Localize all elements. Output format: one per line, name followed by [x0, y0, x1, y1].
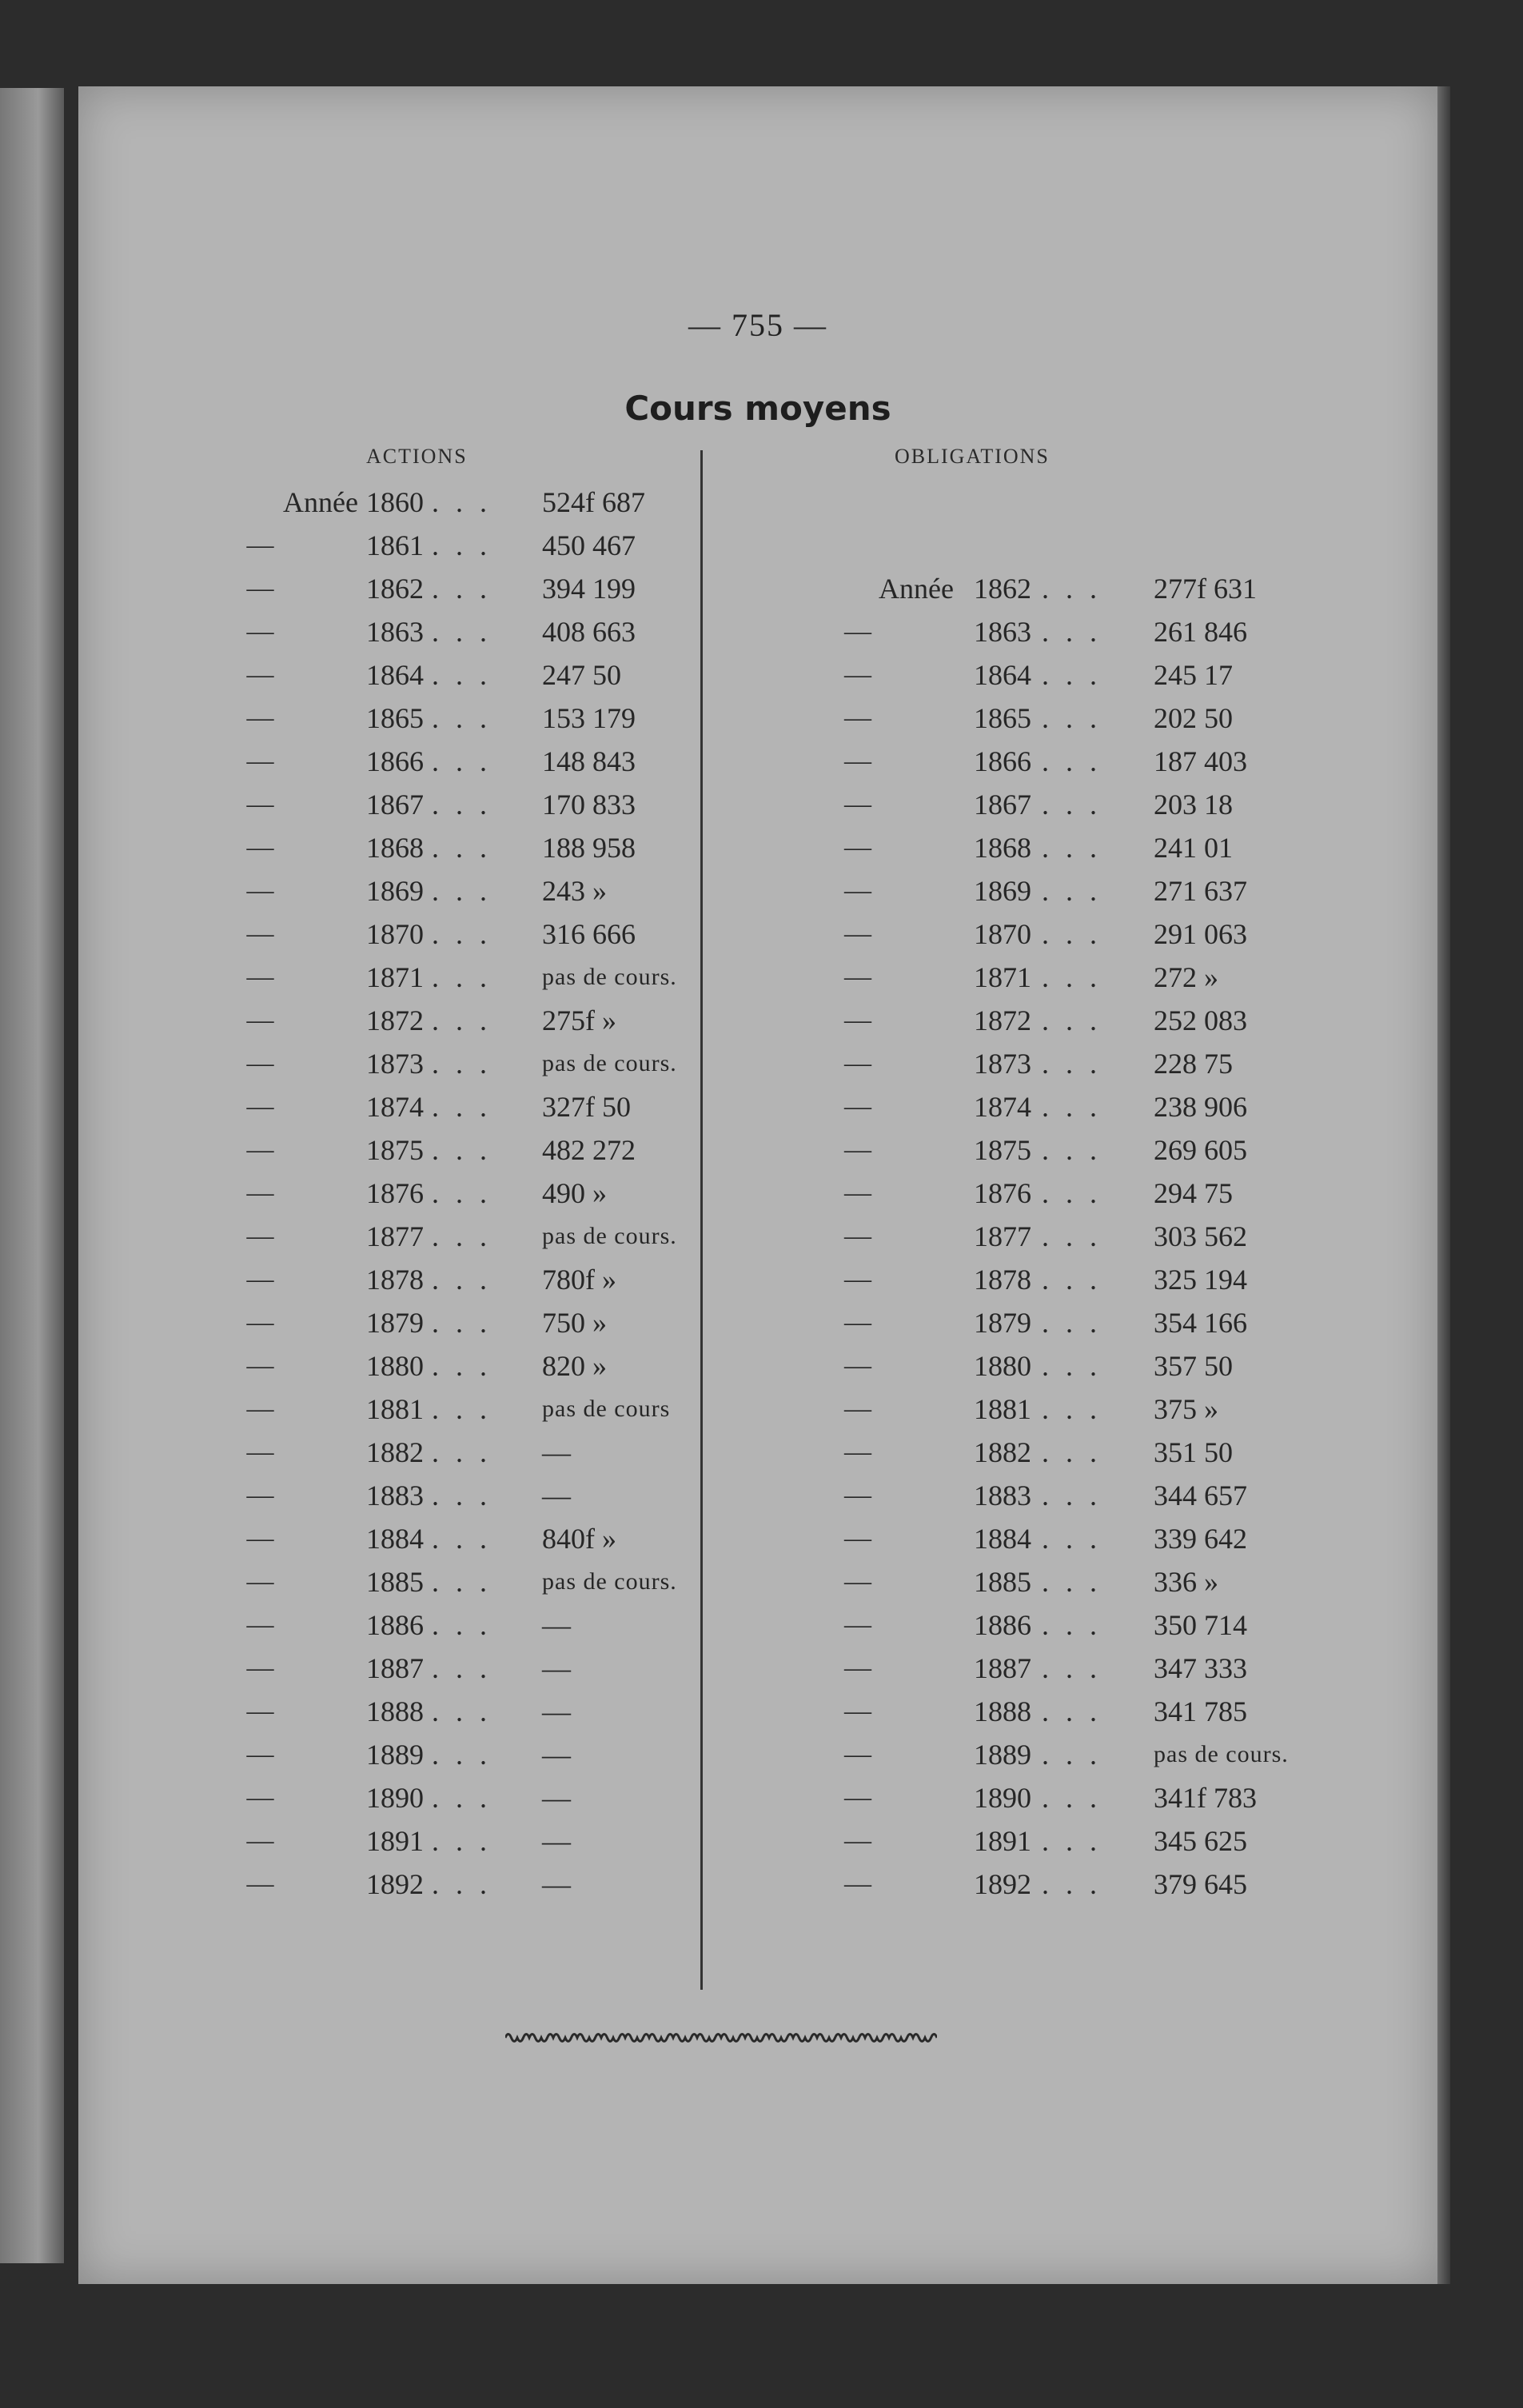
row-year: 1891	[974, 1825, 1031, 1857]
row-value: 277f 631	[1154, 573, 1257, 605]
row-value: pas de cours.	[542, 1568, 677, 1595]
row-value: 238 906	[1154, 1091, 1247, 1123]
row-year: 1871	[366, 961, 424, 993]
row-leader-dots: . . .	[1042, 1393, 1102, 1425]
row-year: 1872	[974, 1004, 1031, 1036]
row-value: 780f »	[542, 1264, 616, 1296]
row-year: 1886	[366, 1609, 424, 1641]
row-year: 1890	[974, 1782, 1031, 1814]
row-year: 1882	[366, 1436, 424, 1468]
row-prefix: —	[844, 1048, 871, 1078]
row-year: 1865	[974, 702, 1031, 734]
row-leader-dots: . . .	[1042, 1134, 1102, 1166]
row-leader-dots: . . .	[1042, 789, 1102, 821]
row-value: 347 333	[1154, 1652, 1247, 1684]
row-value: 339 642	[1154, 1523, 1247, 1555]
row-year: 1860	[366, 486, 424, 518]
row-value: 188 958	[542, 832, 636, 864]
row-value: —	[542, 1825, 571, 1857]
row-prefix: —	[844, 1610, 871, 1639]
row-prefix: —	[246, 1826, 274, 1855]
row-prefix: —	[844, 660, 871, 689]
row-leader-dots: . . .	[432, 1480, 492, 1511]
row-prefix: —	[246, 1048, 274, 1078]
adjacent-page-edge	[0, 88, 64, 2263]
row-year: 1871	[974, 961, 1031, 993]
row-year: 1869	[974, 875, 1031, 907]
row-prefix: —	[246, 833, 274, 862]
row-value: 450 467	[542, 529, 636, 561]
row-prefix: —	[844, 1135, 871, 1164]
row-prefix: —	[246, 703, 274, 733]
row-value: —	[542, 1695, 571, 1727]
row-prefix: —	[246, 1394, 274, 1424]
row-year: 1872	[366, 1004, 424, 1036]
row-value: 345 625	[1154, 1825, 1247, 1857]
row-leader-dots: . . .	[1042, 1307, 1102, 1339]
row-leader-dots: . . .	[1042, 961, 1102, 993]
row-value: 327f 50	[542, 1091, 631, 1123]
row-prefix: —	[246, 1610, 274, 1639]
row-year: 1862	[366, 573, 424, 605]
row-prefix: —	[246, 1696, 274, 1726]
row-value: —	[542, 1868, 571, 1900]
row-prefix: —	[844, 1653, 871, 1683]
row-prefix: —	[246, 1178, 274, 1208]
row-year: 1869	[366, 875, 424, 907]
page-number: — 755 —	[688, 307, 827, 343]
row-prefix: —	[844, 1351, 871, 1380]
row-value: 187 403	[1154, 745, 1247, 777]
row-prefix: —	[844, 1567, 871, 1596]
row-leader-dots: . . .	[1042, 1868, 1102, 1900]
row-leader-dots: . . .	[432, 918, 492, 950]
row-leader-dots: . . .	[1042, 1350, 1102, 1382]
row-value: 490 »	[542, 1177, 607, 1209]
row-leader-dots: . . .	[432, 961, 492, 993]
row-value: 354 166	[1154, 1307, 1247, 1339]
obligations-column-header: OBLIGATIONS	[895, 445, 1050, 468]
row-value: 243 »	[542, 875, 607, 907]
row-prefix: —	[246, 1739, 274, 1769]
row-year: 1878	[974, 1264, 1031, 1296]
row-leader-dots: . . .	[432, 1695, 492, 1727]
row-prefix: —	[246, 1480, 274, 1510]
row-prefix: —	[246, 919, 274, 948]
row-value: —	[542, 1609, 571, 1641]
row-leader-dots: . . .	[1042, 832, 1102, 864]
row-value: pas de cours.	[542, 1050, 677, 1076]
row-value: pas de cours.	[542, 1223, 677, 1249]
row-value: 269 605	[1154, 1134, 1247, 1166]
row-year: 1887	[974, 1652, 1031, 1684]
row-leader-dots: . . .	[432, 745, 492, 777]
row-value: 153 179	[542, 702, 636, 734]
row-year: 1874	[366, 1091, 424, 1123]
actions-column-header: ACTIONS	[366, 445, 468, 468]
row-prefix: —	[844, 919, 871, 948]
row-leader-dots: . . .	[432, 1393, 492, 1425]
row-leader-dots: . . .	[1042, 1825, 1102, 1857]
page-edge-shadow	[1437, 86, 1450, 2284]
row-value: 357 50	[1154, 1350, 1233, 1382]
row-prefix: —	[844, 1092, 871, 1121]
row-value: 344 657	[1154, 1480, 1247, 1511]
row-year: 1887	[366, 1652, 424, 1684]
row-leader-dots: . . .	[432, 1523, 492, 1555]
row-year: 1861	[366, 529, 424, 561]
row-year: 1888	[974, 1695, 1031, 1727]
row-leader-dots: . . .	[432, 616, 492, 648]
book-page	[78, 86, 1437, 2284]
row-year: 1883	[366, 1480, 424, 1511]
row-year: 1892	[974, 1868, 1031, 1900]
row-value: 291 063	[1154, 918, 1247, 950]
row-prefix: —	[246, 1092, 274, 1121]
row-leader-dots: . . .	[432, 1264, 492, 1296]
row-prefix: —	[844, 1005, 871, 1035]
row-prefix: —	[844, 1264, 871, 1294]
column-divider	[700, 450, 703, 1990]
row-value: 336 »	[1154, 1566, 1218, 1598]
row-leader-dots: . . .	[1042, 702, 1102, 734]
row-year: 1888	[366, 1695, 424, 1727]
row-value: 341f 783	[1154, 1782, 1257, 1814]
row-prefix: —	[844, 962, 871, 992]
row-value: 524f 687	[542, 486, 645, 518]
row-prefix: —	[246, 573, 274, 603]
row-value: —	[542, 1436, 571, 1468]
row-value: 840f »	[542, 1523, 616, 1555]
row-prefix: —	[246, 1351, 274, 1380]
row-year: 1885	[366, 1566, 424, 1598]
row-prefix: —	[844, 1869, 871, 1899]
row-value: 482 272	[542, 1134, 636, 1166]
row-prefix: —	[246, 876, 274, 905]
row-prefix: —	[246, 1437, 274, 1467]
row-prefix: —	[844, 617, 871, 646]
row-leader-dots: . . .	[1042, 659, 1102, 691]
row-prefix: —	[844, 1783, 871, 1812]
row-leader-dots: . . .	[432, 1609, 492, 1641]
row-year: 1882	[974, 1436, 1031, 1468]
row-value: pas de cours	[542, 1396, 671, 1422]
row-leader-dots: . . .	[432, 1868, 492, 1900]
row-year: 1870	[366, 918, 424, 950]
row-leader-dots: . . .	[1042, 1436, 1102, 1468]
row-value: 303 562	[1154, 1220, 1247, 1252]
row-leader-dots: . . .	[432, 1177, 492, 1209]
row-year: 1880	[366, 1350, 424, 1382]
row-year: 1873	[974, 1048, 1031, 1080]
row-leader-dots: . . .	[1042, 918, 1102, 950]
row-value: 271 637	[1154, 875, 1247, 907]
row-value: 247 50	[542, 659, 621, 691]
row-leader-dots: . . .	[432, 1825, 492, 1857]
row-year: 1866	[366, 745, 424, 777]
row-leader-dots: . . .	[1042, 1220, 1102, 1252]
row-leader-dots: . . .	[1042, 1048, 1102, 1080]
row-leader-dots: . . .	[1042, 1782, 1102, 1814]
row-year: 1884	[974, 1523, 1031, 1555]
row-year: 1863	[974, 616, 1031, 648]
row-leader-dots: . . .	[1042, 1004, 1102, 1036]
row-leader-dots: . . .	[1042, 1609, 1102, 1641]
row-leader-dots: . . .	[432, 1048, 492, 1080]
row-value: 341 785	[1154, 1695, 1247, 1727]
row-prefix: Année	[879, 573, 954, 605]
row-prefix: —	[844, 1739, 871, 1769]
row-value: 350 714	[1154, 1609, 1247, 1641]
page-title: Cours moyens	[624, 389, 891, 428]
row-year: 1891	[366, 1825, 424, 1857]
row-prefix: —	[844, 746, 871, 776]
row-prefix: —	[246, 660, 274, 689]
row-value: 170 833	[542, 789, 636, 821]
row-value: pas de cours.	[542, 964, 677, 990]
row-value: 394 199	[542, 573, 636, 605]
row-year: 1883	[974, 1480, 1031, 1511]
row-leader-dots: . . .	[1042, 1480, 1102, 1511]
row-value: —	[542, 1652, 571, 1684]
row-year: 1864	[974, 659, 1031, 691]
row-prefix: —	[246, 1264, 274, 1294]
row-prefix: —	[246, 530, 274, 560]
row-prefix: —	[246, 617, 274, 646]
row-prefix: —	[246, 1005, 274, 1035]
row-leader-dots: . . .	[432, 1307, 492, 1339]
row-value: 316 666	[542, 918, 636, 950]
row-year: 1874	[974, 1091, 1031, 1123]
row-value: 202 50	[1154, 702, 1233, 734]
row-prefix: —	[844, 1826, 871, 1855]
row-year: 1868	[974, 832, 1031, 864]
row-leader-dots: . . .	[432, 1091, 492, 1123]
row-leader-dots: . . .	[1042, 1695, 1102, 1727]
row-leader-dots: . . .	[432, 659, 492, 691]
row-year: 1881	[974, 1393, 1031, 1425]
row-year: 1879	[366, 1307, 424, 1339]
row-year: 1864	[366, 659, 424, 691]
row-year: 1879	[974, 1307, 1031, 1339]
row-year: 1866	[974, 745, 1031, 777]
row-value: 275f »	[542, 1004, 616, 1036]
row-leader-dots: . . .	[432, 1782, 492, 1814]
row-prefix: —	[246, 1523, 274, 1553]
row-value: 294 75	[1154, 1177, 1233, 1209]
row-year: 1865	[366, 702, 424, 734]
row-value: pas de cours.	[1154, 1741, 1289, 1767]
row-value: —	[542, 1739, 571, 1771]
row-leader-dots: . . .	[1042, 1177, 1102, 1209]
row-leader-dots: . . .	[432, 1350, 492, 1382]
row-value: 325 194	[1154, 1264, 1247, 1296]
row-prefix: Année	[283, 486, 358, 518]
row-leader-dots: . . .	[1042, 1566, 1102, 1598]
row-prefix: —	[246, 1567, 274, 1596]
row-leader-dots: . . .	[432, 1220, 492, 1252]
row-prefix: —	[246, 1135, 274, 1164]
row-prefix: —	[844, 789, 871, 819]
row-prefix: —	[246, 789, 274, 819]
row-value: 148 843	[542, 745, 636, 777]
row-year: 1890	[366, 1782, 424, 1814]
row-year: 1873	[366, 1048, 424, 1080]
row-leader-dots: . . .	[432, 1566, 492, 1598]
row-prefix: —	[844, 1523, 871, 1553]
row-year: 1889	[974, 1739, 1031, 1771]
row-year: 1870	[974, 918, 1031, 950]
row-value: 252 083	[1154, 1004, 1247, 1036]
row-value: 245 17	[1154, 659, 1233, 691]
row-value: 820 »	[542, 1350, 607, 1382]
row-prefix: —	[844, 1394, 871, 1424]
row-value: 272 »	[1154, 961, 1218, 993]
row-leader-dots: . . .	[1042, 745, 1102, 777]
row-year: 1867	[974, 789, 1031, 821]
row-year: 1867	[366, 789, 424, 821]
row-value: 408 663	[542, 616, 636, 648]
row-leader-dots: . . .	[1042, 1739, 1102, 1771]
row-leader-dots: . . .	[432, 702, 492, 734]
row-value: —	[542, 1782, 571, 1814]
row-year: 1886	[974, 1609, 1031, 1641]
row-value: 375 »	[1154, 1393, 1218, 1425]
row-leader-dots: . . .	[432, 1004, 492, 1036]
row-prefix: —	[844, 703, 871, 733]
row-leader-dots: . . .	[432, 529, 492, 561]
decorative-wave-rule	[505, 2026, 937, 2050]
row-prefix: —	[844, 833, 871, 862]
row-year: 1875	[974, 1134, 1031, 1166]
row-year: 1863	[366, 616, 424, 648]
row-leader-dots: . . .	[432, 1652, 492, 1684]
row-leader-dots: . . .	[1042, 1264, 1102, 1296]
row-prefix: —	[246, 1869, 274, 1899]
row-prefix: —	[246, 962, 274, 992]
row-year: 1880	[974, 1350, 1031, 1382]
row-leader-dots: . . .	[1042, 616, 1102, 648]
row-leader-dots: . . .	[432, 789, 492, 821]
row-prefix: —	[844, 1178, 871, 1208]
row-leader-dots: . . .	[1042, 875, 1102, 907]
row-prefix: —	[844, 1696, 871, 1726]
row-leader-dots: . . .	[432, 832, 492, 864]
row-leader-dots: . . .	[432, 573, 492, 605]
row-leader-dots: . . .	[1042, 1091, 1102, 1123]
row-leader-dots: . . .	[1042, 1523, 1102, 1555]
row-value: 379 645	[1154, 1868, 1247, 1900]
row-prefix: —	[246, 746, 274, 776]
row-year: 1881	[366, 1393, 424, 1425]
row-leader-dots: . . .	[432, 875, 492, 907]
row-value: 261 846	[1154, 616, 1247, 648]
row-year: 1885	[974, 1566, 1031, 1598]
row-year: 1892	[366, 1868, 424, 1900]
row-prefix: —	[246, 1653, 274, 1683]
row-prefix: —	[844, 1308, 871, 1337]
row-year: 1876	[974, 1177, 1031, 1209]
row-year: 1877	[366, 1220, 424, 1252]
row-leader-dots: . . .	[432, 1436, 492, 1468]
row-value: 351 50	[1154, 1436, 1233, 1468]
row-year: 1876	[366, 1177, 424, 1209]
row-value: 203 18	[1154, 789, 1233, 821]
row-year: 1884	[366, 1523, 424, 1555]
row-year: 1868	[366, 832, 424, 864]
row-prefix: —	[844, 1480, 871, 1510]
row-leader-dots: . . .	[1042, 1652, 1102, 1684]
row-leader-dots: . . .	[1042, 573, 1102, 605]
row-prefix: —	[246, 1308, 274, 1337]
row-year: 1878	[366, 1264, 424, 1296]
row-prefix: —	[246, 1221, 274, 1251]
row-value: 228 75	[1154, 1048, 1233, 1080]
row-year: 1889	[366, 1739, 424, 1771]
row-leader-dots: . . .	[432, 1134, 492, 1166]
row-leader-dots: . . .	[432, 486, 492, 518]
row-year: 1875	[366, 1134, 424, 1166]
row-prefix: —	[844, 876, 871, 905]
row-value: 750 »	[542, 1307, 607, 1339]
row-leader-dots: . . .	[432, 1739, 492, 1771]
row-prefix: —	[246, 1783, 274, 1812]
row-prefix: —	[844, 1221, 871, 1251]
row-year: 1877	[974, 1220, 1031, 1252]
row-value: —	[542, 1480, 571, 1511]
row-prefix: —	[844, 1437, 871, 1467]
row-year: 1862	[974, 573, 1031, 605]
row-value: 241 01	[1154, 832, 1233, 864]
